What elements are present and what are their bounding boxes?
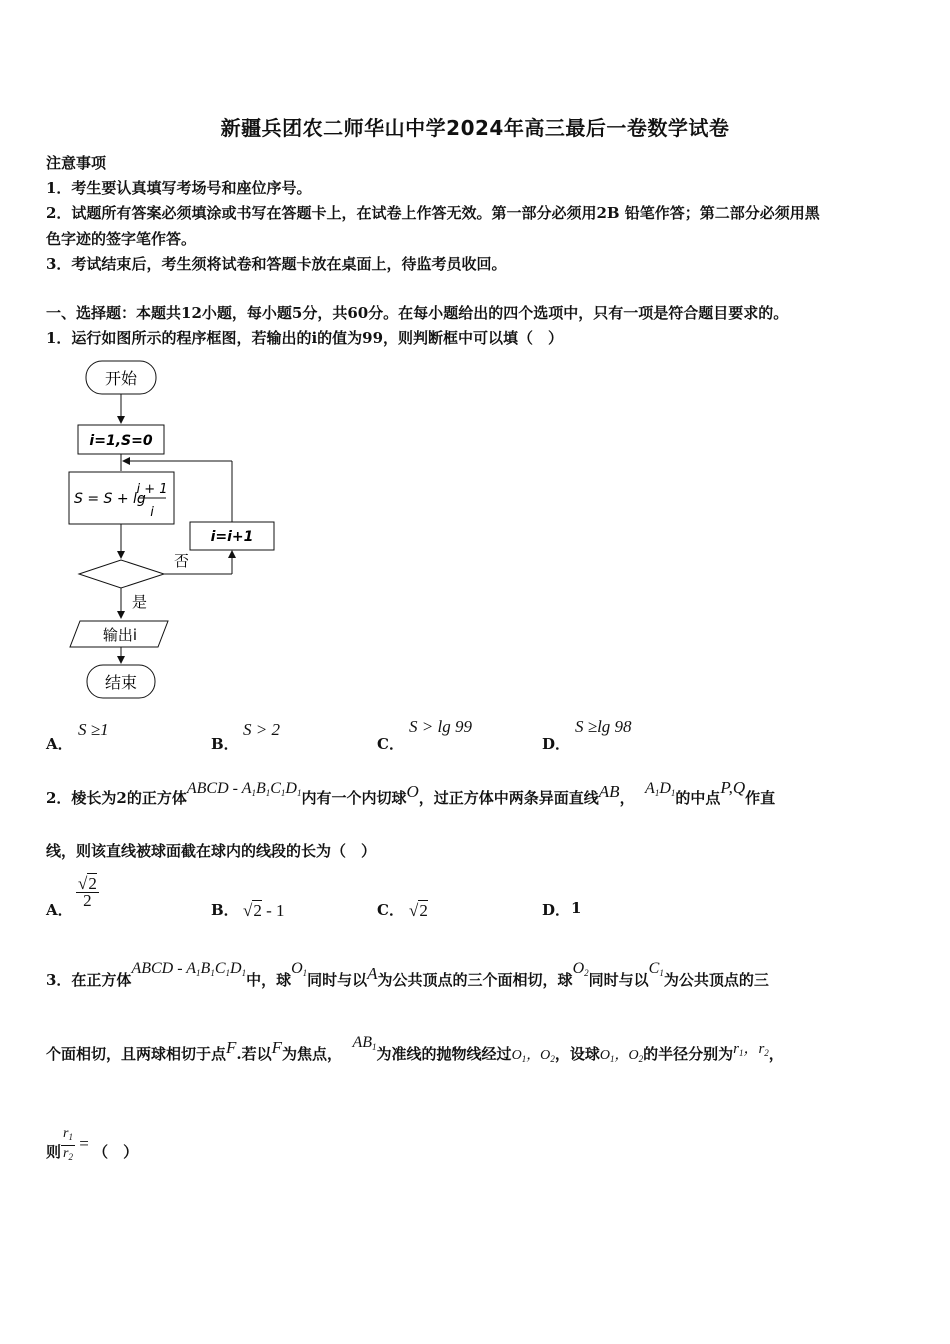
- flow-assign-text: S = S + lg: [74, 491, 146, 507]
- notice-item-3: 3．考试结束后，考生须将试卷和答题卡放在桌面上，待监考员收回。: [46, 255, 507, 273]
- flow-yes-label: 是: [132, 593, 148, 611]
- q2-option-c-value: √2: [409, 901, 428, 920]
- notice-heading: 注意事项: [46, 154, 107, 172]
- flowchart: [60, 355, 300, 705]
- flow-frac-den: i: [150, 505, 154, 520]
- q1-option-a-label: A．: [46, 735, 73, 753]
- q1-option-d-value: S ≥lg 98: [575, 717, 632, 736]
- flow-start-text: 开始: [104, 369, 138, 388]
- question-2-stem-line-1: 2．棱长为2的正方体ABCD - $A_1B_1C_1D_1$内有一个内切球O，过正方体中两条异面直线AB， $A_1D_1$的中点P,Q作直: [46, 778, 776, 807]
- notice-item-2-cont: 色字迹的签字笔作答。: [46, 230, 197, 248]
- question-3-stem-line-2: 个面相切，且两球相切于点F.若以F为焦点， $AB_1$为准线的抛物线经过$O_1$，$O_2$，设球$O_1$，$O_2$的半径分别为$r_1$，$r_2$，: [46, 1034, 784, 1064]
- q1-option-a-value: S ≥1: [78, 720, 109, 739]
- q2-option-d-value: 1: [571, 899, 582, 917]
- q2-option-b-label: B．: [211, 901, 239, 919]
- q1-option-b-label: B．: [211, 735, 239, 753]
- notice-item-1: 1．考生要认真填写考场号和座位序号。: [46, 179, 312, 197]
- q2-option-a-label: A．: [46, 901, 73, 919]
- notice-item-2: 2．试题所有答案必须填涂或书写在答题卡上，在试卷上作答无效。第一部分必须用2B 铅笔作答；第二部分必须用黑: [46, 204, 820, 222]
- q1-option-b-value: S > 2: [243, 720, 280, 739]
- flow-frac-num: i + 1: [136, 482, 168, 497]
- section-heading: 一、选择题：本题共12小题，每小题5分，共60分。在每小题给出的四个选项中，只有一项是符合题目要求的。: [46, 304, 789, 322]
- question-3-stem-line-3: 则 $\frac{r_1}{r_2}$ = （ ）: [46, 1125, 139, 1162]
- q1-option-c-label: C．: [377, 735, 404, 753]
- flow-output-text: 输出i: [102, 626, 138, 644]
- flow-decision-diamond: [79, 560, 164, 588]
- q2-option-c-label: C．: [377, 901, 404, 919]
- question-1-stem: 1．运行如图所示的程序框图，若输出的ⅰ的值为99，则判断框中可以填（ ）: [46, 329, 564, 347]
- flow-increment-text: i=i+1: [210, 529, 254, 545]
- question-3-stem-line-1: 3．在正方体ABCD - $A_1B_1C_1D_1$中，球$O_1$同时与以A为公共顶点的三个面相切，球$O_2$同时与以$C_1$为公共顶点的三: [46, 960, 769, 989]
- q1-option-c-value: S > lg 99: [409, 717, 472, 736]
- q2-option-d-label: D．: [542, 901, 571, 919]
- question-2-stem-line-2: 线，则该直线被球面截在球内的线段的长为（ ）: [46, 842, 377, 860]
- q1-option-d-label: D．: [542, 735, 571, 753]
- page-title: 新疆兵团农二师华山中学2024年高三最后一卷数学试卷: [220, 116, 730, 140]
- q2-option-b-value: √2 - 1: [243, 901, 285, 920]
- q2-option-a-value: $\frac{√2}{2}$: [78, 874, 97, 910]
- flow-no-label: 否: [174, 552, 190, 570]
- flow-end-text: 结束: [104, 673, 138, 692]
- flow-init-text: i=1,S=0: [89, 433, 153, 449]
